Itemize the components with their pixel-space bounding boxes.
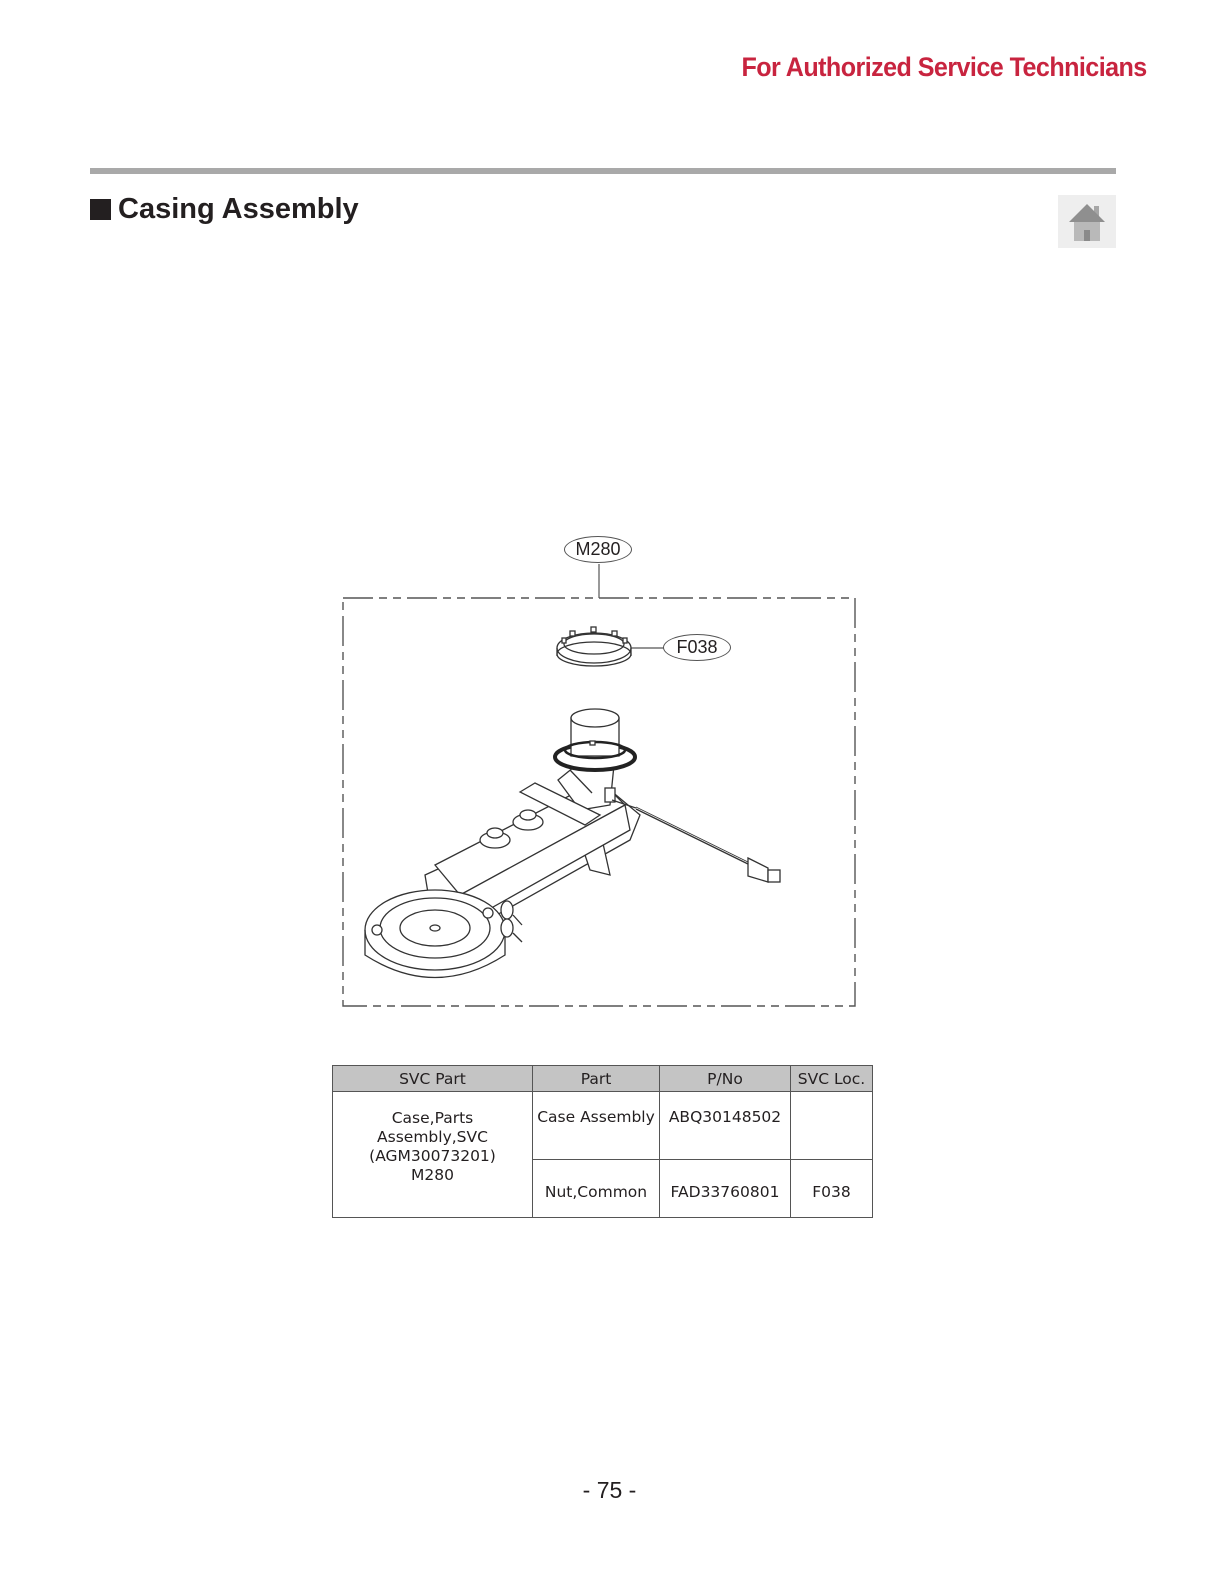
column-header-svc-loc: SVC Loc. (791, 1066, 873, 1092)
part-cell: Case Assembly (533, 1092, 660, 1160)
pno-cell: FAD33760801 (660, 1160, 791, 1218)
column-header-part: Part (533, 1066, 660, 1092)
part-cell: Nut,Common (533, 1160, 660, 1218)
case-assembly-drawing (365, 709, 640, 978)
column-header-svc-part: SVC Part (333, 1066, 533, 1092)
loc-cell (791, 1092, 873, 1160)
loc-cell: F038 (791, 1160, 873, 1218)
diagram-drawing (340, 530, 860, 1010)
svc-part-name: Case,Parts Assembly,SVC (377, 1108, 488, 1146)
square-bullet-icon (90, 199, 111, 220)
nut-ring-drawing (557, 627, 631, 666)
table-header-row (333, 1066, 873, 1092)
home-button[interactable] (1058, 195, 1116, 248)
svc-part-code: (AGM30073201) (369, 1146, 496, 1165)
section-title (90, 193, 359, 226)
home-icon (1066, 201, 1108, 243)
pno-cell: ABQ30148502 (660, 1092, 791, 1160)
section-title-text: Casing Assembly (118, 193, 359, 225)
svc-part-loc: M280 (411, 1165, 454, 1184)
callout-m280: M280 (564, 536, 632, 563)
exploded-parts-diagram (340, 530, 860, 1010)
parts-table (332, 1065, 873, 1218)
callout-f038: F038 (663, 634, 731, 661)
authorized-technicians-banner: For Authorized Service Technicians (741, 52, 1147, 82)
page-number: - 75 - (582, 1477, 637, 1503)
section-divider (90, 168, 1116, 174)
table-row (333, 1092, 873, 1160)
column-header-pno: P/No (660, 1066, 791, 1092)
svc-part-cell (333, 1092, 533, 1218)
